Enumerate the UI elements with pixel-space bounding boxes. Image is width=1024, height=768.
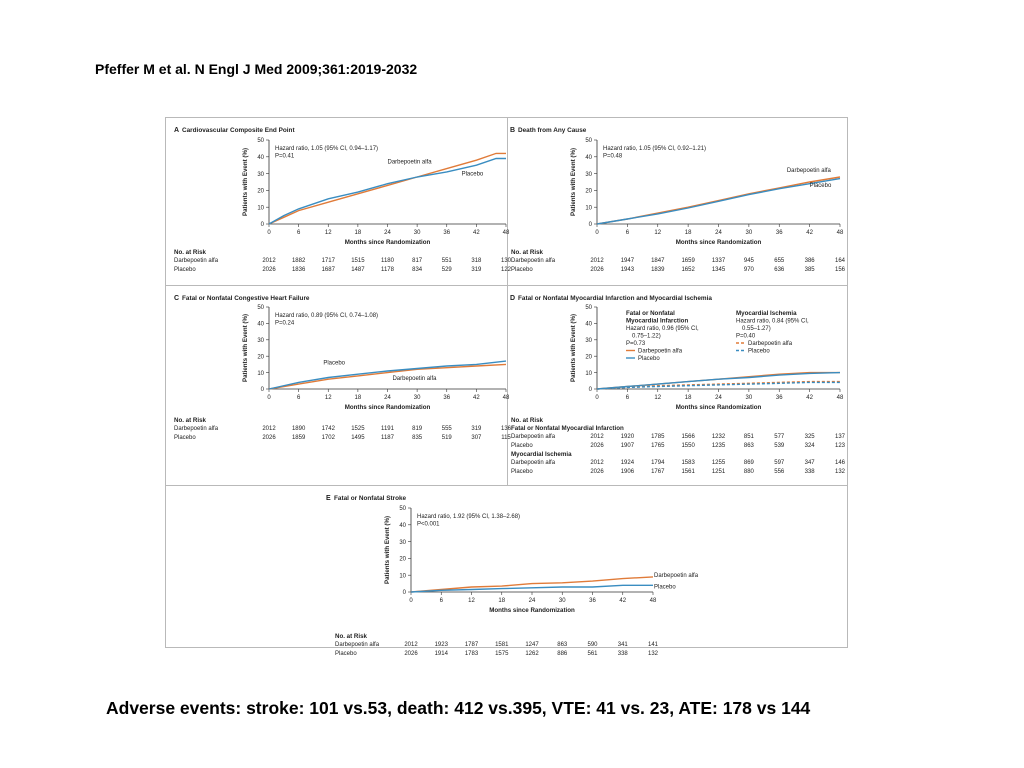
risk-value: 1337	[711, 258, 726, 264]
x-tick-label: 24	[715, 395, 722, 401]
risk-row-label: Darbepoetin alfa	[174, 426, 219, 432]
risk-table-title: No. at Risk	[174, 249, 206, 256]
risk-row-label: Placebo	[511, 267, 533, 273]
charts-canvas	[166, 118, 849, 657]
risk-value: 2026	[404, 651, 418, 657]
risk-value: 556	[774, 469, 785, 475]
risk-value: 1742	[321, 426, 335, 432]
risk-value: 1923	[434, 642, 448, 648]
risk-value: 1581	[495, 642, 509, 648]
kaplan-meier-figure	[165, 117, 848, 657]
panel-title-a: Cardiovascular Composite End Point	[182, 127, 295, 134]
series-label: Darbepoetin alfa	[654, 572, 699, 579]
risk-value: 156	[834, 267, 846, 273]
x-tick-label: 12	[468, 598, 475, 604]
risk-table-title: No. at Risk	[511, 417, 543, 424]
x-tick-label: 6	[296, 395, 301, 401]
risk-value: 146	[834, 460, 846, 466]
risk-value: 863	[743, 443, 754, 449]
legend-heading: Myocardial Infarction	[626, 317, 689, 325]
risk-value: 1345	[711, 267, 726, 273]
y-tick-label: 40	[257, 321, 264, 328]
risk-value: 1890	[291, 426, 306, 432]
risk-value: 307	[471, 435, 482, 441]
panel-letter-c: C	[174, 295, 180, 302]
risk-value: 1515	[351, 258, 365, 264]
risk-value: 386	[804, 258, 815, 264]
x-tick-label: 6	[625, 395, 630, 401]
risk-value: 1907	[620, 443, 635, 449]
x-tick-label: 18	[684, 230, 692, 236]
y-axis-label: Patients with Event (%)	[570, 313, 577, 383]
series-label: Placebo	[809, 183, 832, 190]
y-tick-label: 20	[585, 354, 592, 361]
x-axis-label: Months since Randomization	[344, 239, 431, 246]
risk-value: 636	[774, 267, 785, 273]
risk-value: 130	[500, 258, 512, 264]
x-tick-label: 30	[745, 395, 753, 401]
x-axis-label: Months since Randomization	[344, 404, 431, 411]
hazard-ratio-text: Hazard ratio, 0.89 (95% CI, 0.74–1.08)	[275, 313, 379, 319]
risk-value: 577	[774, 434, 785, 440]
x-tick-label: 48	[649, 598, 657, 604]
risk-value: 1652	[681, 267, 695, 273]
x-tick-label: 12	[654, 230, 662, 236]
x-axis-label: Months since Randomization	[489, 607, 575, 614]
y-tick-label: 0	[402, 590, 406, 597]
y-tick-label: 30	[399, 539, 406, 546]
x-tick-label: 36	[775, 230, 783, 236]
risk-value: 880	[743, 469, 754, 475]
risk-value: 2026	[262, 267, 276, 273]
risk-value: 1765	[651, 443, 665, 449]
hazard-ratio-text: P=0.48	[603, 153, 623, 160]
x-tick-label: 18	[354, 395, 362, 401]
y-tick-label: 40	[257, 155, 264, 161]
x-tick-label: 0	[595, 395, 599, 401]
series-label: Placebo	[323, 360, 345, 367]
risk-table-title: No. at Risk	[511, 249, 543, 256]
risk-value: 1487	[351, 267, 365, 273]
risk-value: 1495	[351, 435, 365, 441]
y-tick-label: 0	[260, 387, 264, 394]
x-tick-label: 30	[558, 598, 566, 604]
x-tick-label: 18	[498, 598, 506, 604]
risk-value: 1583	[681, 460, 695, 466]
risk-value: 1924	[620, 460, 635, 466]
risk-value: 1191	[381, 426, 394, 432]
panel-e	[326, 495, 699, 657]
x-tick-label: 48	[502, 230, 510, 236]
x-tick-label: 12	[324, 230, 332, 236]
panel-title-d: Fatal or Nonfatal Myocardial Infarction and Myocardial Ischemia	[518, 295, 712, 302]
x-tick-label: 24	[384, 395, 391, 401]
risk-value: 561	[587, 651, 598, 657]
series-label: Placebo	[461, 171, 484, 178]
risk-value: 539	[774, 443, 785, 449]
risk-value: 817	[412, 258, 423, 264]
risk-value: 1575	[495, 651, 509, 657]
y-tick-label: 10	[399, 573, 406, 580]
legend-entry: Darbepoetin alfa	[748, 341, 793, 347]
x-tick-label: 18	[684, 395, 692, 401]
risk-value: 132	[834, 469, 846, 475]
risk-row-label: Darbepoetin alfa	[174, 258, 219, 264]
series-label: Placebo	[654, 584, 676, 591]
series-line-darbepoetin	[269, 364, 506, 389]
risk-value: 1262	[525, 651, 539, 657]
risk-value: 1882	[291, 258, 306, 264]
y-tick-label: 30	[257, 338, 264, 344]
x-tick-label: 36	[443, 230, 451, 236]
hazard-ratio-text: P<0.001	[417, 521, 440, 528]
x-tick-label: 0	[267, 395, 271, 401]
x-tick-label: 0	[409, 598, 413, 604]
risk-value: 1914	[434, 651, 448, 657]
y-tick-label: 30	[585, 338, 592, 344]
y-tick-label: 40	[585, 155, 592, 161]
y-tick-label: 50	[257, 138, 264, 145]
risk-value: 2026	[590, 469, 604, 475]
risk-value: 1235	[711, 443, 726, 449]
y-tick-label: 50	[257, 305, 264, 312]
risk-value: 338	[617, 651, 628, 657]
risk-value: 2026	[262, 435, 276, 441]
risk-group-heading: Fatal or Nonfatal Myocardial Infarction	[511, 425, 624, 432]
panel-letter-e: E	[326, 495, 331, 502]
risk-value: 2012	[590, 434, 604, 440]
panel-d	[510, 295, 846, 475]
risk-value: 945	[743, 258, 754, 264]
panel-title-b: Death from Any Cause	[518, 127, 587, 134]
risk-value: 551	[441, 258, 452, 264]
x-tick-label: 30	[745, 230, 753, 236]
x-tick-label: 36	[775, 395, 783, 401]
y-tick-label: 40	[399, 523, 406, 529]
risk-value: 115	[501, 435, 511, 441]
risk-value: 834	[412, 267, 423, 273]
risk-value: 590	[587, 642, 598, 648]
risk-value: 1947	[620, 258, 635, 264]
risk-row-label: Darbepoetin alfa	[511, 434, 556, 440]
risk-value: 1920	[620, 434, 635, 440]
y-axis-label: Patients with Event (%)	[570, 147, 577, 217]
panel-letter-a: A	[174, 127, 180, 134]
series-line-placebo	[269, 159, 506, 225]
panel-b	[510, 127, 846, 273]
hazard-ratio-text: Hazard ratio, 1.05 (95% CI, 0.92–1.21)	[603, 146, 707, 152]
y-axis-label: Patients with Event (%)	[384, 515, 391, 585]
x-tick-label: 12	[324, 395, 332, 401]
risk-value: 1251	[711, 469, 726, 475]
y-tick-label: 20	[257, 354, 264, 361]
risk-value: 1859	[291, 435, 306, 441]
x-tick-label: 6	[296, 230, 301, 236]
y-tick-label: 20	[257, 188, 264, 195]
risk-value: 164	[834, 258, 846, 264]
x-tick-label: 30	[413, 230, 421, 236]
legend-annotation: Hazard ratio, 0.84 (95% CI,	[736, 318, 809, 325]
risk-value: 1906	[620, 469, 635, 475]
x-tick-label: 42	[806, 395, 813, 401]
adverse-events-footer: Adverse events: stroke: 101 vs.53, death: 412 vs.395, VTE: 41 vs. 23, ATE: 178 vs 144	[106, 698, 811, 718]
risk-value: 597	[774, 460, 785, 466]
y-tick-label: 10	[257, 205, 264, 212]
risk-value: 2012	[262, 426, 276, 432]
risk-value: 325	[804, 434, 815, 440]
risk-value: 141	[647, 642, 659, 648]
x-tick-label: 24	[715, 230, 722, 236]
y-tick-label: 20	[585, 188, 592, 195]
risk-value: 385	[804, 267, 815, 273]
legend-heading: Myocardial Ischemia	[736, 310, 797, 317]
risk-value: 123	[834, 443, 846, 449]
risk-value: 1787	[464, 642, 479, 648]
x-tick-label: 42	[619, 598, 627, 604]
risk-row-label: Placebo	[335, 651, 357, 657]
risk-value: 132	[647, 651, 659, 657]
hazard-ratio-text: Hazard ratio, 1.05 (95% CI, 0.94–1.17)	[275, 146, 379, 152]
risk-value: 655	[774, 258, 785, 264]
legend-annotation: 0.75–1.22)	[632, 333, 661, 340]
y-tick-label: 10	[585, 205, 592, 212]
legend-annotation: Hazard ratio, 0.96 (95% CI,	[626, 326, 699, 332]
legend-entry: Darbepoetin alfa	[638, 348, 683, 355]
x-tick-label: 42	[806, 230, 813, 236]
x-tick-label: 0	[267, 230, 271, 236]
risk-value: 2026	[590, 443, 604, 449]
risk-row-label: Placebo	[174, 267, 196, 273]
risk-value: 2012	[262, 258, 276, 264]
x-tick-label: 48	[502, 395, 510, 401]
legend-entry: Placebo	[638, 356, 660, 362]
risk-row-label: Placebo	[174, 435, 196, 441]
x-tick-label: 18	[354, 230, 362, 236]
citation: Pfeffer M et al. N Engl J Med 2009;361:2019-2032	[95, 61, 418, 77]
risk-value: 122	[500, 267, 512, 273]
panel-letter-d: D	[510, 295, 516, 302]
y-tick-label: 0	[588, 222, 592, 229]
x-tick-label: 0	[595, 230, 599, 236]
series-line-placebo	[269, 361, 506, 389]
risk-value: 1550	[681, 443, 695, 449]
y-tick-label: 0	[260, 222, 264, 229]
y-tick-label: 30	[585, 171, 592, 178]
hazard-ratio-text: Hazard ratio, 1.92 (95% CI, 1.38–2.68)	[417, 514, 521, 520]
risk-value: 318	[471, 258, 482, 264]
risk-row-label: Placebo	[511, 469, 533, 475]
risk-value: 1566	[681, 434, 695, 440]
panel-letter-b: B	[510, 127, 516, 134]
risk-row-label: Darbepoetin alfa	[511, 460, 556, 466]
risk-value: 851	[743, 434, 754, 440]
risk-value: 1178	[381, 267, 394, 273]
x-tick-label: 6	[439, 598, 443, 604]
risk-value: 970	[743, 267, 754, 273]
y-tick-label: 50	[399, 506, 406, 513]
y-tick-label: 10	[585, 370, 592, 377]
panel-a	[174, 127, 512, 273]
risk-value: 1525	[351, 426, 365, 432]
risk-value: 819	[412, 426, 423, 432]
x-tick-label: 42	[473, 395, 480, 401]
risk-value: 1943	[620, 267, 635, 273]
x-tick-label: 30	[413, 395, 421, 401]
panel-title-c: Fatal or Nonfatal Congestive Heart Failure	[182, 295, 310, 302]
risk-value: 319	[471, 426, 482, 432]
risk-value: 529	[441, 267, 452, 273]
risk-value: 1187	[381, 435, 394, 441]
y-axis-label: Patients with Event (%)	[242, 147, 249, 217]
risk-value: 1785	[651, 434, 665, 440]
y-tick-label: 40	[585, 321, 592, 328]
risk-value: 347	[804, 460, 815, 466]
panel-title-e: Fatal or Nonfatal Stroke	[334, 495, 407, 502]
risk-value: 1783	[464, 651, 479, 657]
risk-value: 1659	[681, 258, 695, 264]
x-tick-label: 42	[473, 230, 480, 236]
risk-value: 1767	[651, 469, 665, 475]
x-tick-label: 6	[625, 230, 630, 236]
risk-value: 136	[500, 426, 512, 432]
x-tick-label: 24	[384, 230, 391, 236]
legend-annotation: P=0.73	[626, 341, 646, 347]
y-tick-label: 10	[257, 370, 264, 377]
risk-value: 2012	[590, 460, 604, 466]
risk-value: 1561	[681, 469, 695, 475]
risk-value: 835	[412, 435, 423, 441]
risk-value: 341	[617, 642, 628, 648]
series-label: Darbepoetin alfa	[392, 375, 437, 382]
risk-row-label: Darbepoetin alfa	[335, 642, 380, 648]
legend-annotation: 0.55–1.27)	[742, 326, 771, 332]
risk-value: 2012	[404, 642, 418, 648]
risk-group-heading: Myocardial Ischemia	[511, 451, 572, 458]
risk-row-label: Placebo	[511, 443, 533, 449]
y-tick-label: 50	[585, 305, 592, 312]
risk-value: 338	[804, 469, 815, 475]
risk-value: 1232	[711, 434, 726, 440]
risk-value: 2026	[590, 267, 604, 273]
risk-value: 1180	[381, 258, 394, 264]
risk-value: 555	[441, 426, 452, 432]
risk-value: 1687	[321, 267, 335, 273]
x-tick-label: 24	[528, 598, 536, 604]
risk-value: 1255	[711, 460, 726, 466]
hazard-ratio-text: P=0.41	[275, 153, 295, 160]
hazard-ratio-text: P=0.24	[275, 320, 295, 327]
y-axis-label: Patients with Event (%)	[242, 313, 249, 383]
panel-c	[174, 295, 512, 441]
risk-value: 1836	[291, 267, 306, 273]
risk-value: 319	[471, 267, 482, 273]
risk-value: 1247	[525, 642, 539, 648]
series-label: Darbepoetin alfa	[387, 159, 432, 166]
x-axis-label: Months since Randomization	[675, 404, 762, 411]
risk-value: 1847	[651, 258, 665, 264]
x-tick-label: 36	[589, 598, 596, 604]
risk-value: 137	[834, 434, 846, 440]
y-tick-label: 20	[399, 556, 406, 563]
risk-value: 886	[557, 651, 568, 657]
risk-value: 863	[557, 642, 568, 648]
risk-value: 519	[441, 435, 452, 441]
risk-table-title: No. at Risk	[335, 633, 367, 640]
x-tick-label: 48	[836, 395, 844, 401]
risk-value: 2012	[590, 258, 604, 264]
legend-entry: Placebo	[748, 348, 770, 355]
x-axis-label: Months since Randomization	[675, 239, 762, 246]
risk-row-label: Darbepoetin alfa	[511, 258, 556, 264]
risk-value: 1702	[321, 435, 335, 441]
risk-value: 869	[743, 460, 754, 466]
legend-heading: Fatal or Nonfatal	[626, 310, 675, 317]
x-tick-label: 36	[443, 395, 451, 401]
y-tick-label: 0	[588, 387, 592, 394]
y-tick-label: 30	[257, 171, 264, 178]
y-tick-label: 50	[585, 138, 592, 145]
risk-value: 1717	[321, 258, 335, 264]
risk-value: 324	[804, 443, 815, 449]
risk-table-title: No. at Risk	[174, 417, 206, 424]
series-label: Darbepoetin alfa	[786, 167, 831, 174]
risk-value: 1794	[651, 460, 665, 466]
x-tick-label: 48	[836, 230, 844, 236]
legend-annotation: P=0.40	[736, 333, 756, 340]
x-tick-label: 12	[654, 395, 662, 401]
risk-value: 1839	[651, 267, 665, 273]
